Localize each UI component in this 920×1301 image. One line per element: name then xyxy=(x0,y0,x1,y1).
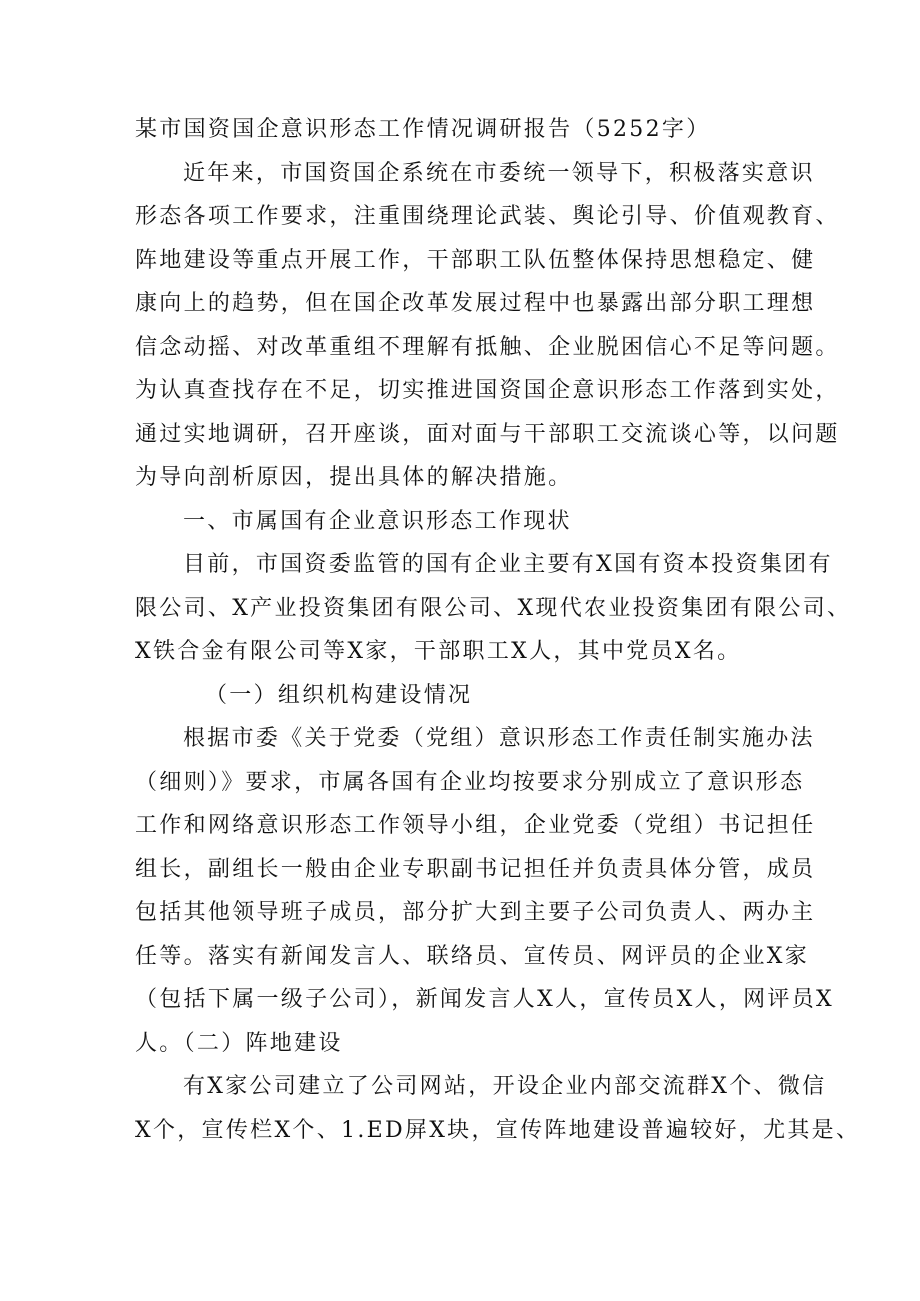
section-heading: 一、市属国有企业意识形态工作现状 xyxy=(183,508,572,534)
paragraph-intro xyxy=(135,152,840,500)
paragraph-status xyxy=(135,543,852,674)
paragraph-line: 人。（二）阵地建设 xyxy=(135,1030,343,1056)
document-title: 某市国资国企意识形态工作情况调研报告（5252字） xyxy=(135,117,711,142)
paragraph-line: 工作和网络意识形态工作领导小组，企业党委（党组）书记担任 xyxy=(135,813,816,838)
paragraph-line: 形态各项工作要求，注重围绕理论武装、舆论引导、价值观教育、 xyxy=(135,204,840,229)
subsection-heading: （一）组织机构建设情况 xyxy=(205,682,473,708)
paragraph-line: 为认真查找存在不足，切实推进国资国企意识形态工作落到实处， xyxy=(135,378,840,403)
paragraph-line: （细则）》要求，市属各国有企业均按要求分别成立了意识形态 xyxy=(135,769,805,795)
paragraph-line: 阵地建设等重点开展工作，干部职工队伍整体保持思想稳定、健 xyxy=(135,247,816,273)
document-body xyxy=(135,108,861,1152)
paragraph-organization xyxy=(135,717,834,1065)
paragraph-line: X个，宣传栏X个、1.ED屏X块，宣传阵地建设普遍较好，尤其是、 xyxy=(135,1117,861,1143)
paragraph-line: 信念动摇、对改革重组不理解有抵触、企业脱困信心不足等问题。 xyxy=(135,334,840,360)
paragraph-line: 任等。落实有新闻发言人、联络员、宣传员、网评员的企业X家 xyxy=(135,943,810,969)
paragraph-line: 通过实地调研，召开座谈，面对面与干部职工交流谈心等，以问题 xyxy=(135,421,840,447)
paragraph-line: （包括下属一级子公司），新闻发言人X人，宣传员X人，网评员X xyxy=(135,987,834,1012)
paragraph-line: 有X家公司建立了公司网站，开设企业内部交流群X个、微信 xyxy=(183,1074,827,1099)
paragraph-line: 康向上的趋势，但在国企改革发展过程中也暴露出部分职工理想 xyxy=(135,291,816,316)
paragraph-line: 包括其他领导班子成员，部分扩大到主要子公司负责人、两办主 xyxy=(135,900,816,925)
paragraph-line: X铁合金有限公司等X家，干部职工X人，其中党员X名。 xyxy=(135,639,742,664)
paragraph-line: 限公司、X产业投资集团有限公司、X现代农业投资集团有限公司、 xyxy=(135,595,852,621)
paragraph-line: 目前，市国资委监管的国有企业主要有X国有资本投资集团有 xyxy=(183,552,833,577)
paragraph-line: 组长，副组长一般由企业专职副书记担任并负责具体分管，成员 xyxy=(135,856,816,882)
paragraph-line: 近年来，市国资国企系统在市委统一领导下，积极落实意识 xyxy=(183,160,815,186)
paragraph-line: 根据市委《关于党委（党组）意识形态工作责任制实施办法 xyxy=(183,726,815,751)
paragraph-line: 为导向剖析原因，提出具体的解决措施。 xyxy=(135,465,573,490)
paragraph-base-building xyxy=(135,1065,861,1152)
